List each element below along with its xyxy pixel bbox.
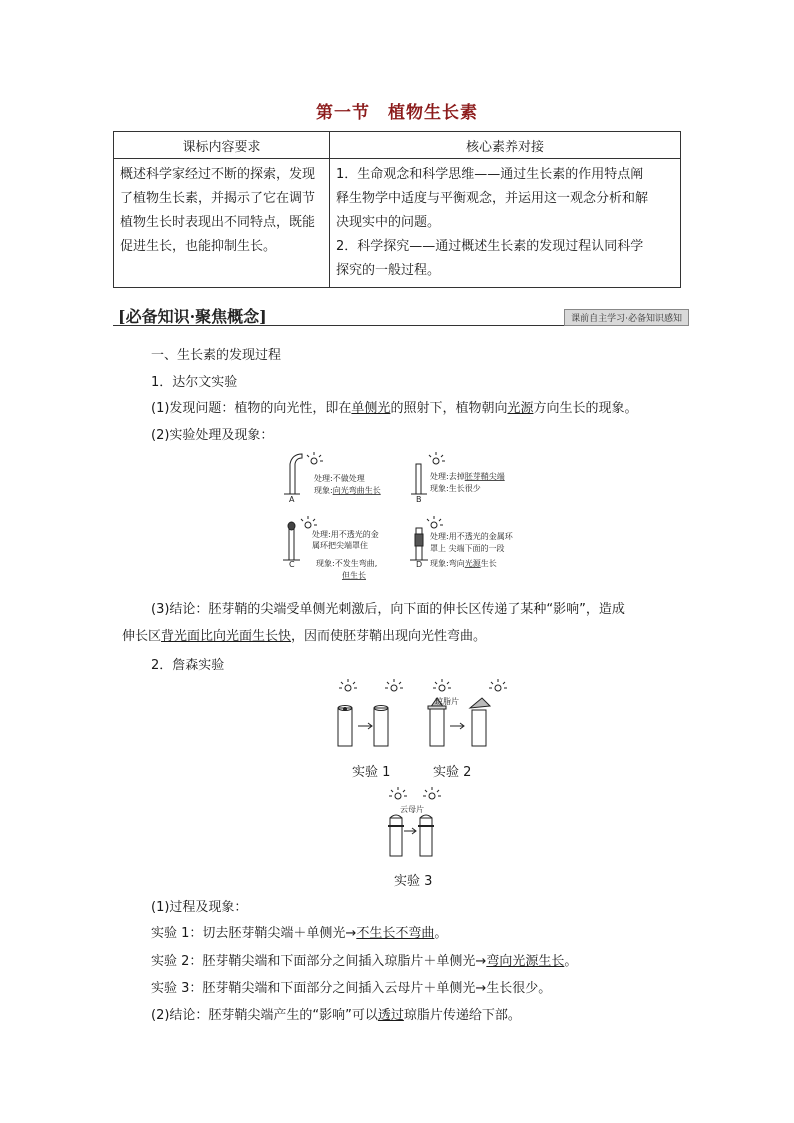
subheading-jensen: 2．詹森实验 bbox=[151, 658, 225, 673]
text-line: 2．科学探究——通过概述生长素的发现过程认同科学 bbox=[336, 239, 644, 254]
text: 。 bbox=[564, 954, 578, 969]
light-icon bbox=[429, 452, 445, 464]
label-b: B bbox=[416, 495, 422, 504]
experiment-3-label: 实验 3 bbox=[394, 874, 433, 889]
text-line: 决现实中的问题。 bbox=[336, 215, 441, 230]
text-line: 促进生长，也能抑制生长。 bbox=[120, 239, 277, 254]
b-phenomenon: 现象:生长很少 bbox=[430, 484, 481, 493]
page-title: 第一节 植物生长素 bbox=[316, 103, 478, 123]
text: (2)结论：胚芽鞘尖端产生的“影响”可以 bbox=[151, 1008, 378, 1023]
text-line: 释生物学中适度与平衡观念，并运用这一观念分析和解 bbox=[336, 191, 649, 206]
text-line: 了植物生长素，并揭示了它在调节 bbox=[120, 191, 316, 206]
light-icon bbox=[433, 679, 451, 691]
arrow-icon bbox=[358, 723, 372, 729]
light-icon bbox=[301, 516, 317, 528]
arrow-icon bbox=[404, 828, 416, 834]
text: 实验 1：切去胚芽鞘尖端＋单侧光 bbox=[151, 926, 346, 941]
text: 实验 2：胚芽鞘尖端和下面部分之间插入琼脂片＋单侧光 bbox=[151, 954, 476, 969]
light-icon bbox=[427, 516, 443, 528]
text: 的照射下，植物朝向 bbox=[390, 401, 508, 416]
light-icon bbox=[389, 787, 407, 799]
table-cell-right bbox=[330, 159, 681, 288]
text-line: 植物生长时表现出不同特点，既能 bbox=[120, 215, 316, 230]
paragraph-conclusion-jensen bbox=[151, 1004, 521, 1023]
light-icon bbox=[307, 452, 323, 464]
subheading-darwin: 1．达尔文实验 bbox=[151, 375, 238, 390]
coleoptile-b bbox=[416, 464, 421, 494]
answer: 透过 bbox=[377, 1008, 404, 1023]
table-header-right: 核心素养对接 bbox=[330, 132, 681, 159]
metal-cap bbox=[288, 522, 295, 530]
section-tag: 课前自主学习·必备知识感知 bbox=[564, 309, 689, 326]
answer: 弯向光源生长 bbox=[486, 954, 565, 969]
paragraph-treatment: (2)实验处理及现象： bbox=[151, 428, 274, 443]
text-line: 概述科学家经过不断的探索，发现 bbox=[120, 167, 316, 182]
text: 方向生长的现象。 bbox=[533, 401, 638, 416]
experiment-1-text bbox=[151, 922, 447, 941]
section-title: [必备知识·聚焦概念] bbox=[118, 307, 267, 326]
coleoptile bbox=[338, 708, 352, 746]
label-c: C bbox=[289, 560, 295, 569]
light-icon bbox=[385, 679, 403, 691]
c-treatment-2: 属环把尖端罩住 bbox=[312, 541, 368, 550]
paragraph-conclusion-1: (3)结论：胚芽鞘的尖端受单侧光刺激后，向下面的伸长区传递了某种“影响”，造成 bbox=[151, 602, 625, 617]
answer: 光源 bbox=[507, 401, 534, 416]
label-a: A bbox=[289, 495, 295, 504]
section-header bbox=[113, 304, 689, 326]
coleoptile-a bbox=[290, 454, 302, 494]
heading-discovery: 一、生长素的发现过程 bbox=[151, 348, 282, 363]
answer: 不生长不弯曲 bbox=[356, 926, 435, 941]
a-phenomenon: 现象:向光弯曲生长 bbox=[314, 486, 381, 495]
c-phenomenon-1: 现象:不发生弯曲, bbox=[316, 559, 378, 568]
c-phenomenon-2: 但生长 bbox=[342, 571, 366, 580]
c-treatment-1: 处理:用不透光的金 bbox=[312, 530, 379, 539]
answer: 背光面比向光面生长快 bbox=[161, 629, 292, 644]
experiment-2-text bbox=[151, 950, 577, 969]
arrow-icon bbox=[450, 723, 464, 729]
arrow-icon: → bbox=[475, 954, 487, 969]
experiment-3-text: 实验 3：胚芽鞘尖端和下面部分之间插入云母片＋单侧光→生长很少。 bbox=[151, 981, 552, 996]
light-icon bbox=[339, 679, 357, 691]
light-icon bbox=[423, 787, 441, 799]
label-d: D bbox=[416, 560, 423, 569]
jensen-figure-3 bbox=[382, 786, 452, 858]
mica-label: 云母片 bbox=[400, 805, 424, 814]
requirements-table bbox=[113, 131, 681, 288]
text: 。 bbox=[434, 926, 448, 941]
answer: 单侧光 bbox=[351, 401, 391, 416]
paragraph-conclusion-2 bbox=[122, 625, 486, 644]
text: (1)发现问题：植物的向光性，即在 bbox=[151, 401, 352, 416]
coleoptile-c bbox=[289, 528, 294, 560]
darwin-experiment-figure bbox=[280, 452, 520, 582]
d-treatment-2: 罩上 尖端下面的一段 bbox=[430, 544, 505, 553]
text-line: 探究的一般过程。 bbox=[336, 263, 441, 278]
text: ，因而使胚芽鞘出现向光性弯曲。 bbox=[291, 629, 487, 644]
arrow-icon: → bbox=[345, 926, 357, 941]
metal-ring bbox=[415, 534, 423, 546]
paragraph-process: (1)过程及现象： bbox=[151, 900, 248, 915]
paragraph-question bbox=[151, 397, 637, 416]
a-treatment: 处理:不做处理 bbox=[314, 474, 365, 483]
table-header-left: 课标内容要求 bbox=[114, 132, 330, 159]
text: 琼脂片传递给下部。 bbox=[403, 1008, 521, 1023]
table-cell-left bbox=[114, 159, 330, 288]
agar-label: 琼脂片 bbox=[435, 697, 459, 706]
text: 伸长区 bbox=[122, 629, 162, 644]
light-icon bbox=[489, 679, 507, 691]
text-line: 1．生命观念和科学思维——通过生长素的作用特点阐 bbox=[336, 167, 644, 182]
d-phenomenon: 现象:弯向光源生长 bbox=[430, 559, 497, 568]
experiment-1-label: 实验 1 bbox=[352, 765, 391, 780]
jensen-figure-1-2 bbox=[330, 676, 510, 756]
d-treatment-1: 处理:用不透光的金属环 bbox=[430, 532, 513, 541]
experiment-2-label: 实验 2 bbox=[433, 765, 472, 780]
b-treatment: 处理:去掉胚芽鞘尖端 bbox=[430, 472, 505, 481]
